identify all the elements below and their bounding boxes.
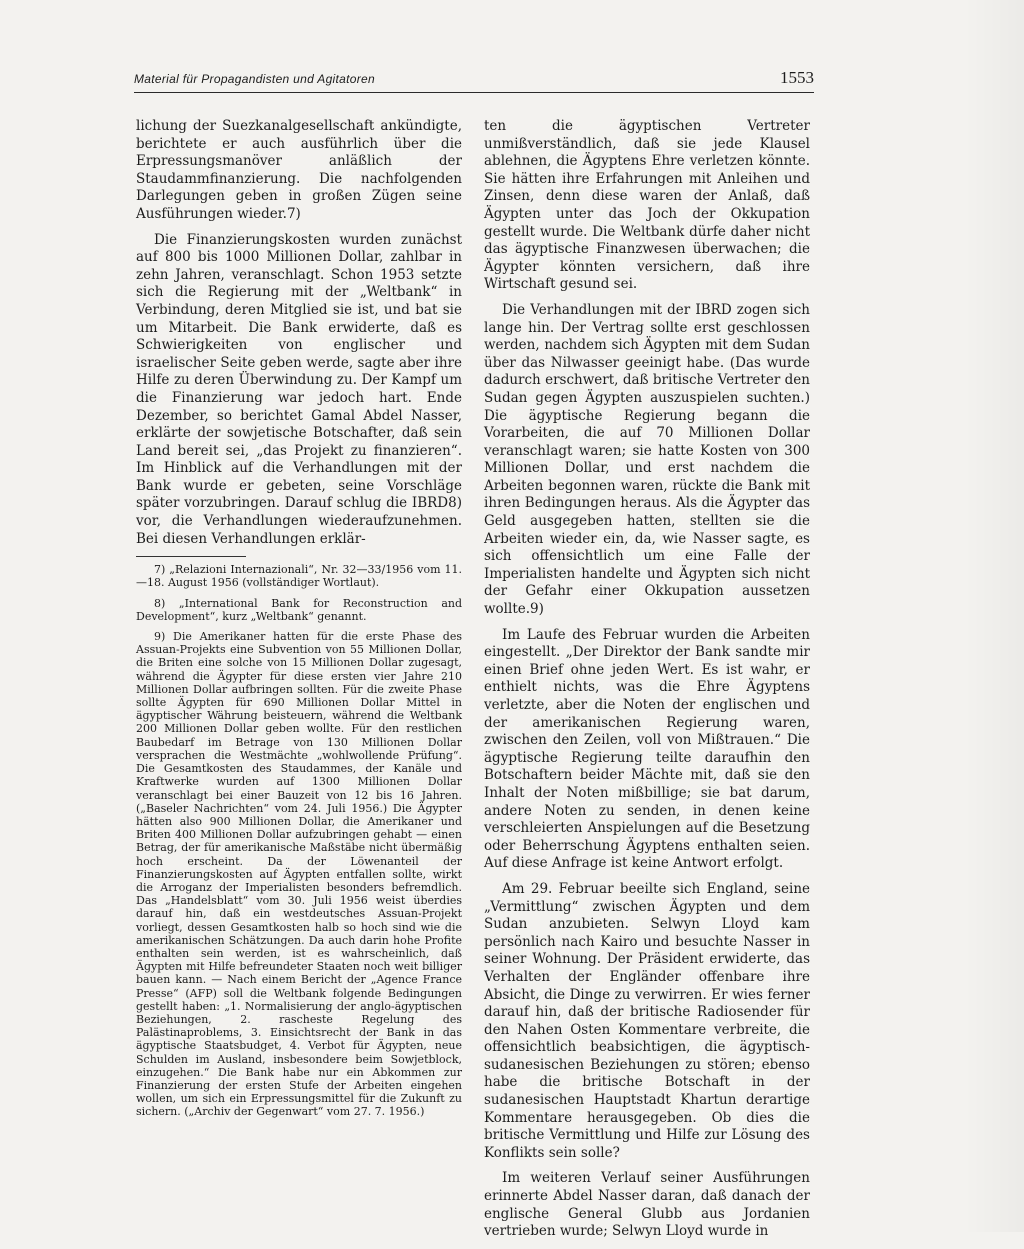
page-number: 1553 xyxy=(780,68,814,87)
footnote-9: 9) Die Amerikaner hatten für die erste Phase des Assuan-Projekts eine Subvention von 55 Millionen Dollar, die Briten eine solche von 15 Millionen Dollar zugesagt, während die Ägypter für diese ersten vier Jahre 210 Millionen Dollar aufbringen sollten. Für die zweite Phase sollte Ägypten für 690 Millionen Dollar Mittel in ägyptischer Währung beisteuern, während die Weltbank 200 Millionen Dollar geben wollte. Für den restlichen Baubedarf im Betrage von 130 Millionen Dollar versprachen die Westmächte „wohlwollende Prüfung“. Die Gesamtkosten des Staudammes, der Kanäle und Kraftwerke wurden auf 1300 Millionen Dollar veranschlagt bei einer Bauzeit von 12 bis 16 Jahren. („Baseler Nachrichten“ vom 24. Juli 1956.) Die Ägypter hätten also 900 Millionen Dollar, die Amerikaner und Briten 400 Millionen Dollar aufzubringen gehabt — einen Betrag, der für amerikanische Maßstäbe nicht übermäßig hoch erscheint. Da der Löwenanteil der Finanzierungskosten auf Ägypten entfallen sollte, wirkt die Arroganz der Imperialisten besonders befremdlich. Das „Handelsblatt“ vom 30. Juli 1956 weist überdies darauf hin, daß ein westdeutsches Assuan-Projekt vorliegt, dessen Gesamtkosten halb so hoch sind wie die amerikanischen Schätzungen. Da auch darin hohe Profite enthalten sein werden, ist es wahrscheinlich, daß Ägypten mit Hilfe befreundeter Staaten noch weit billiger bauen kann. — Nach einem Bericht der „Agence France Presse“ (AFP) soll die Weltbank folgende Bedingungen gestellt haben: „1. Normalisierung der anglo-ägyptischen Beziehungen, 2. rascheste Regelung des Palästinaproblems, 3. Einsichtsrecht der Bank in das ägyptische Staatsbudget, 4. Verbot für Ägypten, neue Schulden im Ausland, insbesondere beim Sowjetblock, einzugehen.“ Die Bank habe nur ein Abkommen zur Finanzierung der ersten Stufe der Arbeiten eingehen wollen, um sich ein Erpressungsmittel für die Zukunft zu sichern. („Archiv der Gegenwart“ vom 27. 7. 1956.) xyxy=(136,630,462,1119)
body-paragraph: ten die ägyptischen Vertreter unmißverständlich, daß sie jede Klausel ablehnen, die Ägyptens Ehre verletzen könnte. Sie hätten ihre Erfahrungen mit Anleihen und Zinsen, denn diese waren der Anlaß, daß Ägypten unter das Joch der Okkupation gestellt wurde. Die Weltbank dürfe daher nicht das ägyptische Finanzwesen überwachen; die Ägypter könnten versichern, daß ihre Wirtschaft gesund sei. xyxy=(484,118,810,293)
body-paragraph: Am 29. Februar beeilte sich England, seine „Vermittlung“ zwischen Ägypten und dem Sudan anzubieten. Selwyn Lloyd kam persönlich nach Kairo und besuchte Nasser in seiner Wohnung. Der Präsident erwiderte, das Verhalten der Engländer offenbare ihre Absicht, die Dinge zu verwirren. Er wies ferner darauf hin, daß der britische Radiosender für den Nahen Osten Kommentare verbreite, die offensichtlich beabsichtigen, die ägyptisch-sudanesischen Beziehungen zu stören; ebenso habe die britische Botschaft in der sudanesischen Hauptstadt Khartun derartige Kommentare herausgegeben. Ob dies die britische Vermittlung und Hilfe zur Lösung des Konflikts sein solle? xyxy=(484,880,810,1161)
page-header xyxy=(134,70,814,93)
body-paragraph: Im weiteren Verlauf seiner Ausführungen erinnerte Abdel Nasser daran, daß danach der englische General Glubb aus Jordanien vertrieben wurde; Selwyn Lloyd wurde in xyxy=(484,1170,810,1240)
footnote-rule xyxy=(136,556,246,557)
page-edge-shadow xyxy=(964,0,1024,1232)
running-head: Material für Propagandisten und Agitatoren xyxy=(134,72,375,86)
body-paragraph: Die Finanzierungskosten wurden zunächst auf 800 bis 1000 Millionen Dollar, zahlbar in zehn Jahren, veranschlagt. Schon 1953 setzte sich die Regierung mit der „Weltbank“ in Verbindung, deren Mitglied sie ist, und bat sie um Mitarbeit. Die Bank erwiderte, daß es Schwierigkeiten von englischer und israelischer Seite geben werde, sagte aber ihre Hilfe zu deren Überwindung zu. Der Kampf um die Finanzierung war jedoch hart. Ende Dezember, so berichtet Gamal Abdel Nasser, erklärte der sowjetische Botschafter, daß sein Land bereit sei, „das Projekt zu finanzieren“. Im Hinblick auf die Verhandlungen mit der Bank wurde er gebeten, seine Vorschläge später vorzubringen. Darauf schlug die IBRD8) vor, die Verhandlungen wiederaufzunehmen. Bei diesen Verhandlungen erklär- xyxy=(136,231,462,547)
right-column xyxy=(484,118,810,1249)
body-paragraph: Die Verhandlungen mit der IBRD zogen sich lange hin. Der Vertrag sollte erst geschlossen werden, nachdem sich Ägypten mit dem Sudan über das Nilwasser geeinigt habe. (Das wurde dadurch erschwert, daß britische Vertreter den Sudan gegen Ägypten auszuspielen suchten.) Die ägyptische Regierung begann die Vorarbeiten, die auf 70 Millionen Dollar veranschlagt waren; sie hatte Kosten von 300 Millionen Dollar, und erst nachdem die Arbeiten begonnen waren, rückte die Bank mit ihren Bedingungen heraus. Als die Ägypter das Geld ausgegeben hatten, stellten sie die Arbeiten wieder ein, da, wie Nasser sagte, es sich offensichtlich um eine Falle der Imperialisten handelte und Ägypten sich nicht der Gefahr einer Okkupation aussetzen wollte.9) xyxy=(484,301,810,618)
body-paragraph: lichung der Suezkanalgesellschaft ankündigte, berichtete er auch ausführlich über die Erpressungsmanöver anläßlich der Staudammfinanzierung. Die nachfolgenden Darlegungen geben in großen Zügen seine Ausführungen wieder.7) xyxy=(136,118,462,222)
body-paragraph: Im Laufe des Februar wurden die Arbeiten eingestellt. „Der Direktor der Bank sandte mir einen Brief ohne jeden Wert. Es ist wahr, er enthielt nichts, was die Ehre Ägyptens verletzte, aber die Noten der englischen und der amerikanischen Regierung waren, zwischen den Zeilen, voll von Mißtrauen.“ Die ägyptische Regierung teilte daraufhin den Botschaftern beider Mächte mit, daß sie den Inhalt der Noten mißbillige; sie bat darum, andere Noten zu senden, in denen keine verschleierten Anspielungen auf die Besetzung oder Beherrschung Ägyptens enthalten seien. Auf diese Anfrage ist keine Antwort erfolgt. xyxy=(484,626,810,872)
footnote-7: 7) „Relazioni Internazionali“, Nr. 32—33/1956 vom 11.—18. August 1956 (vollständiger Wortlaut). xyxy=(136,563,462,590)
footnote-8: 8) „International Bank for Reconstruction and Development“, kurz „Weltbank“ genannt. xyxy=(136,596,462,623)
left-column xyxy=(136,118,462,1126)
footnotes xyxy=(136,556,462,1118)
